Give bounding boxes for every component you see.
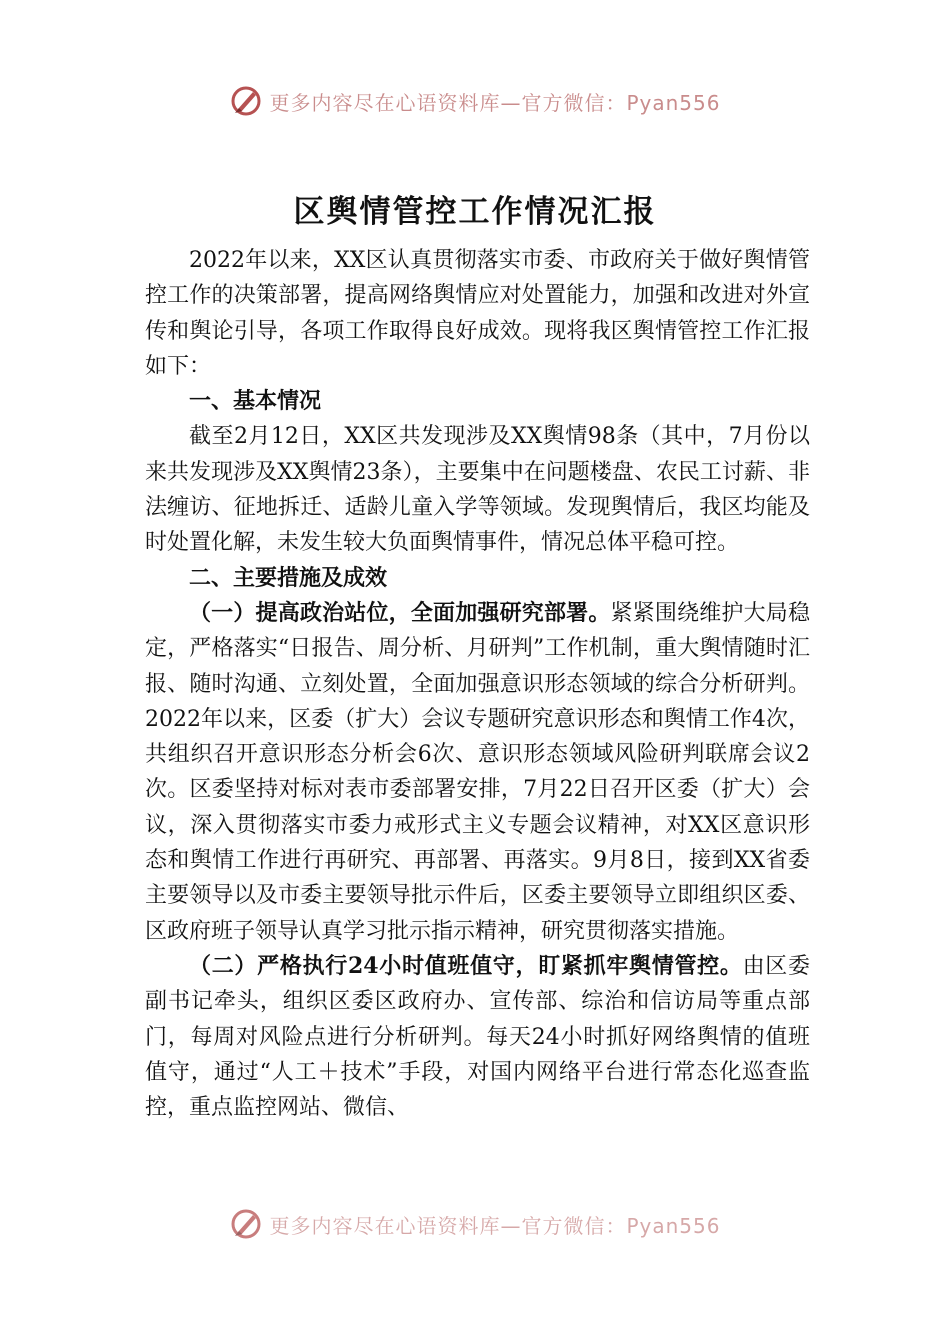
watermark-bottom — [0, 1207, 950, 1241]
measure-1-lead: （一）提高政治站位，全面加强研究部署。 — [189, 599, 611, 626]
measure-2-body: 由区委副书记牵头，组织区委区政府办、宣传部、综治和信访局等重点部门，每周对风险点进行分析研判。每天24小时抓好网络舆情的值班值守，通过“人工＋技术”手段，对国内网络平台进行常态化巡查监控，重点监控网站、微信、 — [145, 953, 810, 1121]
pen-logo-icon — [229, 1207, 263, 1241]
watermark-text: 更多内容尽在心语资料库—官方微信：Pyan556 — [269, 90, 721, 115]
basic-situation-paragraph: 截至2月12日，XX区共发现涉及XX舆情98条（其中，7月份以来共发现涉及XX舆情23条），主要集中在问题楼盘、农民工讨薪、非法缠访、征地拆迁、适龄儿童入学等领域。发现舆情后，我区均能及时处置化解，未发生较大负面舆情事件，情况总体平稳可控。 — [145, 424, 810, 556]
watermark-top — [0, 84, 950, 118]
watermark-text: 更多内容尽在心语资料库—官方微信：Pyan556 — [269, 1213, 721, 1238]
document-body-clip — [0, 243, 950, 1216]
section-heading-1: 一、基本情况 — [189, 388, 322, 415]
document-body — [145, 243, 810, 1125]
measure-1-paragraph — [145, 596, 810, 949]
document-title: 区舆情管控工作情况汇报 — [293, 194, 657, 230]
measure-1-body: 紧紧围绕维护大局稳定，严格落实“日报告、周分析、月研判”工作机制，重大舆情随时汇报、随时沟通、立刻处置，全面加强意识形态领域的综合分析研判。2022年以来，区委（扩大）会议专题研究意识形态和舆情工作4次，共组织召开意识形态分析会6次、意识形态领域风险研判联席会议2次。区委坚持对标对表市委部署安排，7月22日召开区委（扩大）会议，深入贯彻落实市委力戒形式主义专题会议精神，对XX区意识形态和舆情工作进行再研究、再部署、再落实。9月8日，接到XX省委主要领导以及市委主要领导批示件后，区委主要领导立即组织区委、区政府班子领导认真学习批示指示精神，研究贯彻落实措施。 — [145, 600, 810, 944]
measure-2-lead: （二）严格执行24小时值班值守，盯紧抓牢舆情管控。 — [189, 952, 743, 979]
intro-paragraph: 2022年以来，XX区认真贯彻落实市委、市政府关于做好舆情管控工作的决策部署，提高网络舆情应对处置能力，加强和改进对外宣传和舆论引导，各项工作取得良好成效。现将我区舆情管控工作汇报如下： — [145, 248, 810, 379]
measure-2-paragraph — [145, 949, 810, 1125]
section-heading-2: 二、主要措施及成效 — [189, 564, 388, 591]
pen-logo-icon — [229, 84, 263, 118]
